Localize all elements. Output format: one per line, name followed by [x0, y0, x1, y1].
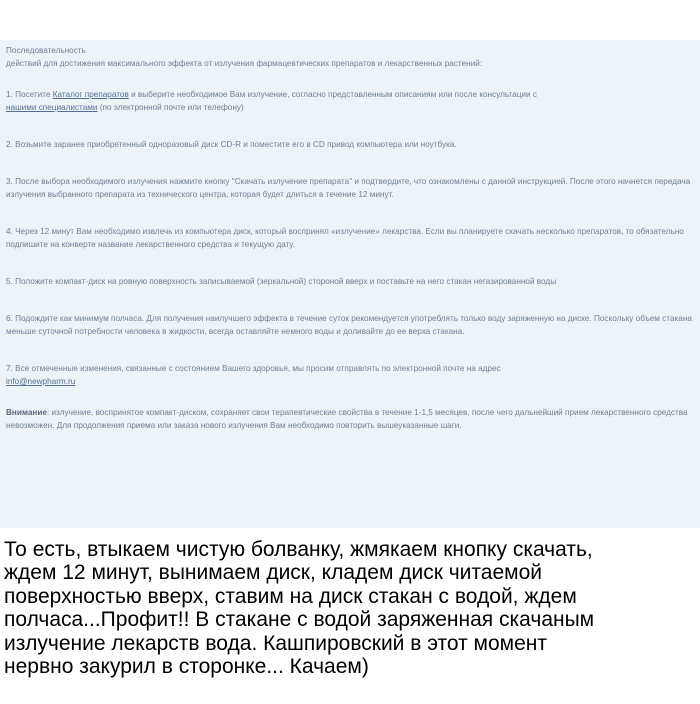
step-3-text: 3. После выбора необходимого излучения нажмите кнопку "Скачать излучение препарата" и подтвердите, что ознакомлены с данной инструкцией. После этого начнется передача излучения выбранного препарата из технического центра, которая будет длиться в течение 12 минут.	[6, 177, 691, 199]
intro-heading	[6, 44, 692, 70]
attention-label: Внимание	[6, 408, 47, 417]
step-1-middle: и выберите необходимое Вам излучение, согласно представленным описаниям или после консультации с	[128, 90, 537, 99]
caption-line-1: То есть, втыкаем чистую болванку, жмякаем кнопку скачать,	[4, 538, 593, 561]
step-4	[6, 225, 692, 251]
caption	[4, 538, 698, 678]
intro-line-2: действий для достижения максимального эффекта от излучения фармацевтических препаратов и лекарственных растений:	[6, 59, 483, 68]
caption-line-3: поверхностью вверх, ставим на диск стакан с водой, ждем	[4, 584, 577, 608]
caption-line-5: излучение лекарств вода. Кашпировский в этот момент	[4, 631, 547, 655]
step-1-prefix: 1. Посетите	[6, 90, 53, 99]
step-4-text: 4. Через 12 минут Вам необходимо извлечь из компьютера диск, который воспринял «излучение» лекарства. Если вы планируете скачать несколько препаратов, то обязательно подпишите на конверте название лекарственного средства и текущую дату.	[6, 227, 684, 249]
caption-line-4: полчаса...Профит!! В стакане с водой заряженная скачаным	[4, 608, 595, 632]
catalog-link[interactable]: Каталог препаратов	[52, 90, 129, 99]
specialists-link[interactable]: нашими специалистами	[6, 103, 98, 112]
attention-note	[6, 406, 692, 432]
caption-line-6: нервно закурил в сторонке... Качаем)	[4, 655, 369, 679]
step-2-text: 2. Возьмите заранее приобретенный одноразовый диск CD-R и поместите его в CD привод компьютера или ноутбука.	[6, 140, 457, 149]
email-link[interactable]: info@newpharm.ru	[6, 377, 76, 386]
step-5	[6, 275, 692, 288]
attention-text: : излучение, воспринятое компакт-диском, сохраняет свои терапевтические свойства в течение 1-1,5 месяцев, после чего дальнейший прием лекарственного средства невозможен. Для продолжения приема или заказа нового излучения Вам необходимо повторить вышеуказанные шаги.	[6, 408, 688, 430]
step-3	[6, 175, 692, 201]
step-6-text: 6. Подождите как минимум полчаса. Для получения наилучшего эффекта в течение суток рекомендуется употреблять только воду заряженную на диске. Поскольку объем стакана меньше суточной потребности человека в жидкости, всегда оставляйте немного воды и доливайте до ее верха стакана.	[6, 314, 692, 336]
step-1	[6, 88, 692, 114]
step-7	[6, 362, 692, 388]
step-7-text: 7. Все отмеченные изменения, связанные с состоянием Вашего здоровья, мы просим отправлять по электронной почте на адрес	[6, 364, 501, 373]
step-1-suffix: (по электронной почте или телефону)	[97, 103, 244, 112]
step-6	[6, 312, 692, 338]
intro-line-1: Последовательность	[6, 46, 86, 55]
step-5-text: 5. Положите компакт-диск на ровную поверхность записываемой (зеркальной) стороной вверх и поставьте на него стакан негазированной воды	[6, 277, 557, 286]
caption-line-2: ждем 12 минут, вынимаем диск, кладем диск читаемой	[4, 561, 542, 585]
instructions-screenshot	[0, 40, 700, 528]
step-2	[6, 138, 692, 151]
